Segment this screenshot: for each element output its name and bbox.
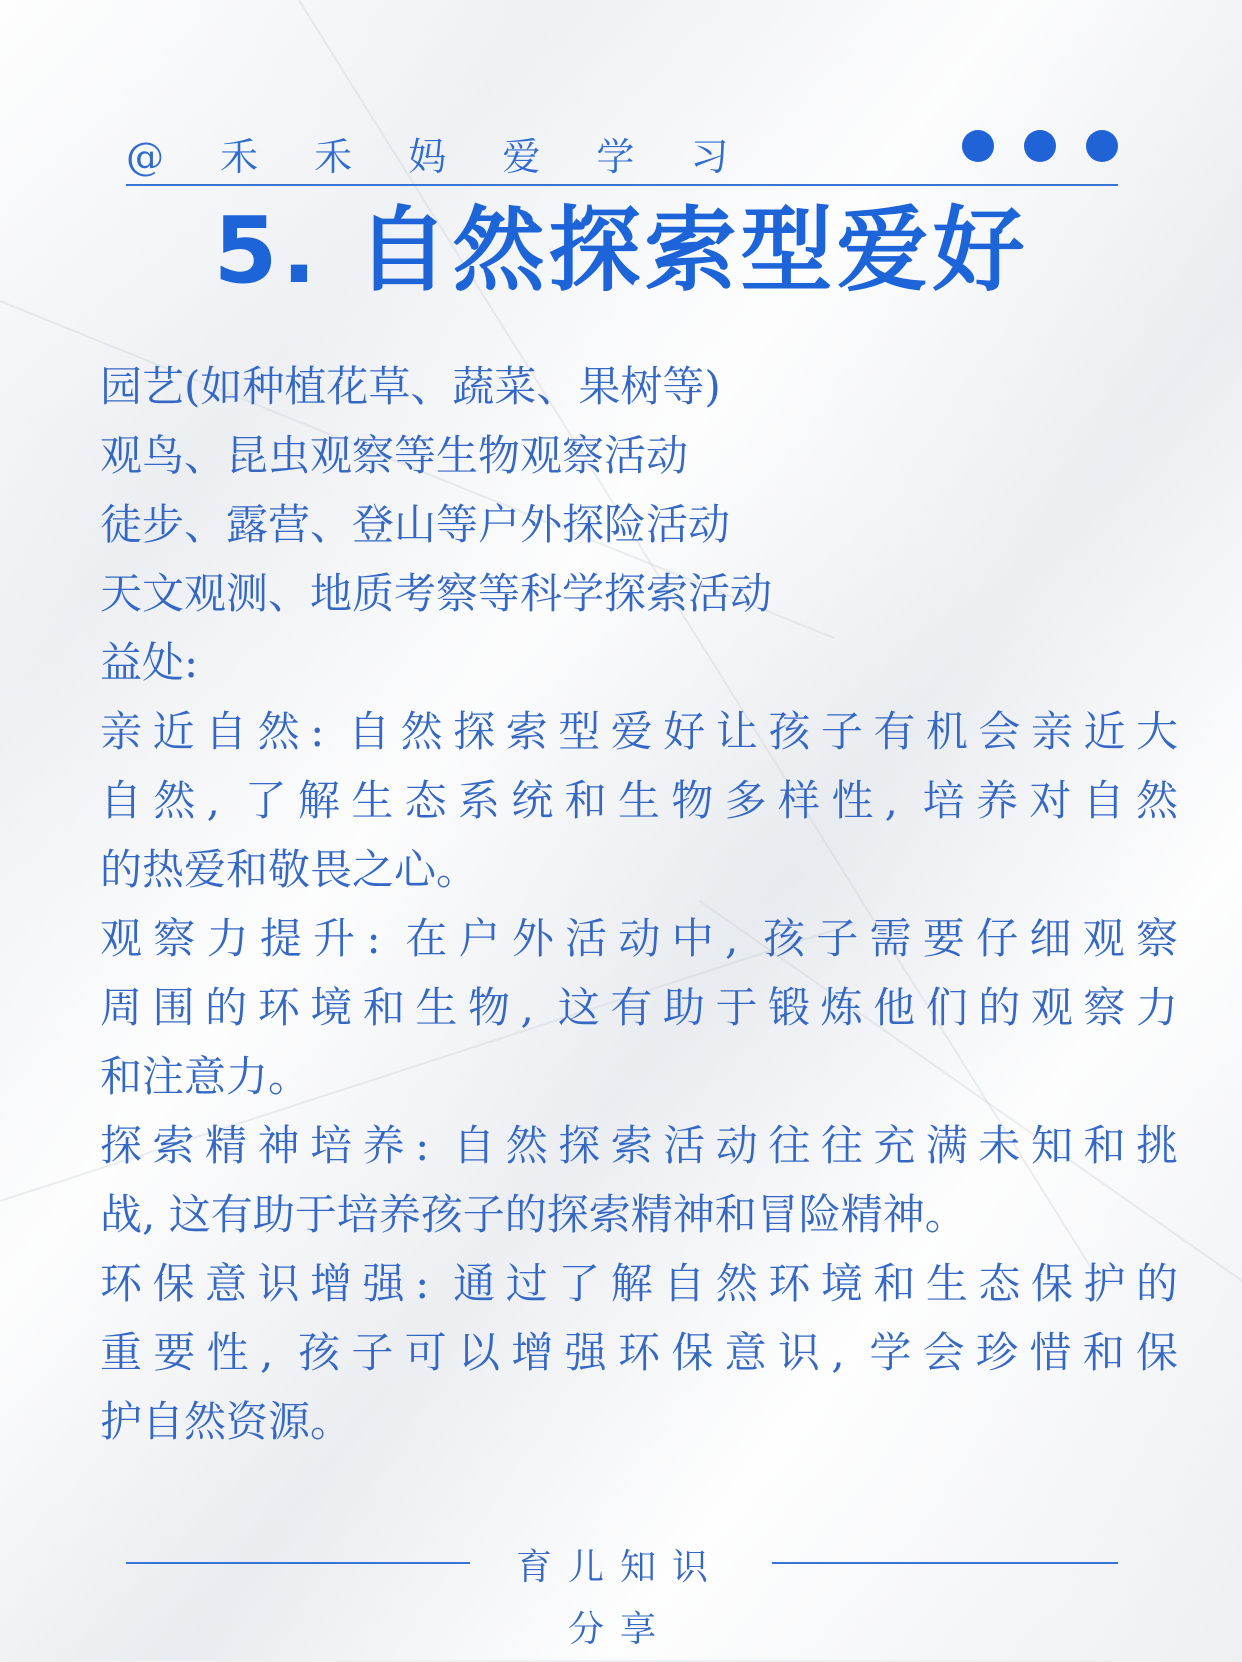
paragraph-line: 战, 这有助于培养孩子的探索精神和冒险精神。 xyxy=(100,1190,967,1239)
paragraph-line: 环保意识增强: 通过了解自然环境和生态保护的 xyxy=(100,1259,1178,1308)
benefit-paragraph xyxy=(100,1111,1180,1249)
footer-divider-right xyxy=(772,1562,1118,1564)
header xyxy=(126,118,1118,188)
footer-label-line1: 育儿知识 xyxy=(515,1547,724,1588)
header-divider xyxy=(126,184,1118,186)
benefits-heading: 益处: xyxy=(100,638,199,687)
list-item: 观鸟、昆虫观察等生物观察活动 xyxy=(100,431,689,480)
paragraph-line: 和注意力。 xyxy=(100,1052,311,1101)
author-handle: @ 禾 禾 妈 爱 学 习 xyxy=(126,135,751,179)
dots-decoration xyxy=(962,130,1118,162)
dot-icon xyxy=(1086,130,1118,162)
paragraph-line: 探索精神培养: 自然探索活动往往充满未知和挑 xyxy=(100,1121,1178,1170)
paragraph-line: 护自然资源。 xyxy=(100,1397,353,1446)
benefit-paragraph xyxy=(100,904,1180,1111)
page-title: 5. 自然探索型爱好 xyxy=(213,197,1029,304)
benefit-paragraph xyxy=(100,1249,1180,1456)
paragraph-line: 亲近自然: 自然探索型爱好让孩子有机会亲近大 xyxy=(100,707,1178,756)
article-body xyxy=(100,352,1180,1456)
footer-divider-left xyxy=(126,1562,470,1564)
paragraph-line: 自然, 了解生态系统和生物多样性, 培养对自然 xyxy=(100,776,1178,825)
paragraph-line: 周围的环境和生物, 这有助于锻炼他们的观察力 xyxy=(100,983,1178,1032)
list-item: 园艺(如种植花草、蔬菜、果树等) xyxy=(100,362,721,411)
list-item: 徒步、露营、登山等户外探险活动 xyxy=(100,500,731,549)
footer-label-line2: 分享 xyxy=(567,1609,672,1650)
dot-icon xyxy=(962,130,994,162)
paragraph-line: 重要性, 孩子可以增强环保意识, 学会珍惜和保 xyxy=(100,1328,1178,1377)
dot-icon xyxy=(1024,130,1056,162)
paragraph-line: 观察力提升: 在户外活动中, 孩子需要仔细观察 xyxy=(100,914,1178,963)
benefit-paragraph xyxy=(100,697,1180,904)
list-item: 天文观测、地质考察等科学探索活动 xyxy=(100,569,773,618)
paragraph-line: 的热爱和敬畏之心。 xyxy=(100,845,479,894)
